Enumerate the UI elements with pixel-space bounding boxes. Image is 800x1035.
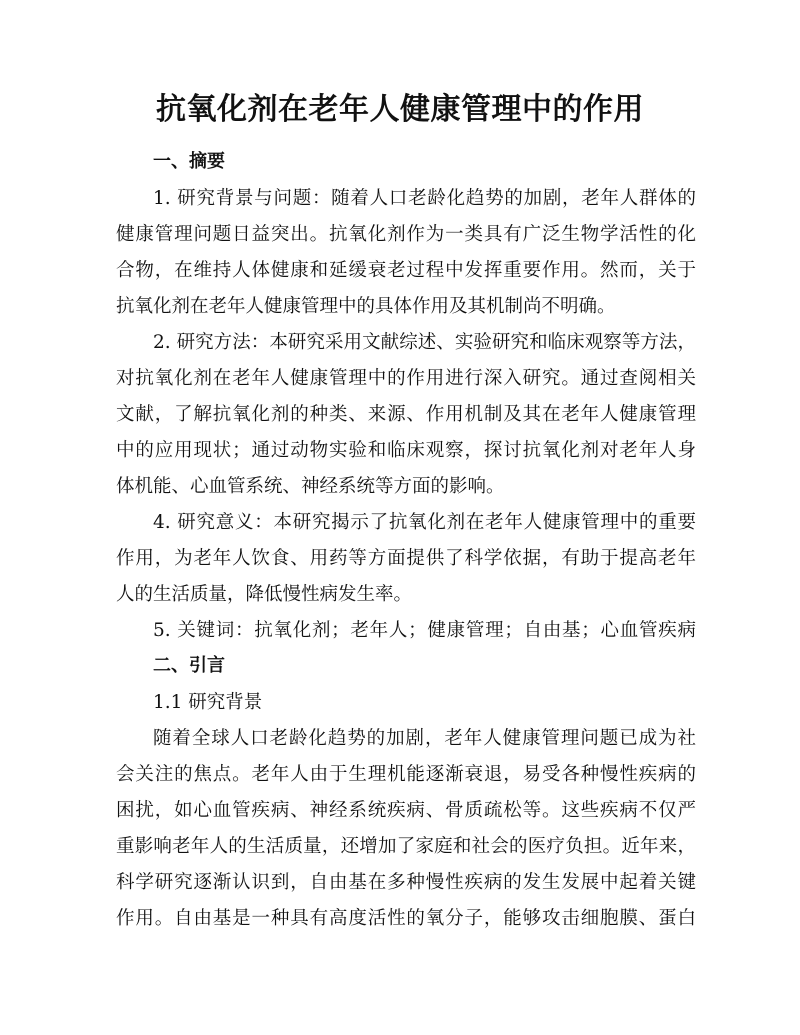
section-heading-abstract: 一、摘要 (153, 151, 225, 172)
paragraph-line: 文献，了解抗氧化剂的种类、来源、作用机制及其在老年人健康管理 (116, 404, 696, 425)
keywords-line: 5. 关键词：抗氧化剂；老年人；健康管理；自由基；心血管疾病 (153, 620, 696, 641)
paragraph-line: 合物，在维持人体健康和延缓衰老过程中发挥重要作用。然而，关于 (116, 260, 696, 281)
subsection-heading-background: 1.1 研究背景 (153, 692, 263, 713)
paragraph-line: 4. 研究意义：本研究揭示了抗氧化剂在老年人健康管理中的重要 (153, 512, 696, 533)
paragraph-line: 困扰，如心血管疾病、神经系统疾病、骨质疏松等。这些疾病不仅严 (116, 800, 696, 821)
paragraph-line: 作用，为老年人饮食、用药等方面提供了科学依据，有助于提高老年 (116, 548, 696, 569)
paragraph-line: 健康管理问题日益突出。抗氧化剂作为一类具有广泛生物学活性的化 (116, 224, 696, 245)
document-title: 抗氧化剂在老年人健康管理中的作用 (156, 92, 644, 127)
paragraph-line: 重影响老年人的生活质量，还增加了家庭和社会的医疗负担。近年来， (116, 836, 696, 857)
paragraph-line: 抗氧化剂在老年人健康管理中的具体作用及其机制尚不明确。 (116, 296, 616, 317)
paragraph-line: 对抗氧化剂在老年人健康管理中的作用进行深入研究。通过查阅相关 (116, 368, 696, 389)
paragraph-line: 科学研究逐渐认识到，自由基在多种慢性疾病的发生发展中起着关键 (116, 872, 696, 893)
paragraph-line: 中的应用现状；通过动物实验和临床观察，探讨抗氧化剂对老年人身 (116, 440, 696, 461)
paragraph-line: 随着全球人口老龄化趋势的加剧，老年人健康管理问题已成为社 (153, 728, 696, 749)
section-heading-introduction: 二、引言 (153, 655, 225, 676)
paragraph-line: 人的生活质量，降低慢性病发生率。 (116, 584, 413, 605)
paragraph-line: 2. 研究方法：本研究采用文献综述、实验研究和临床观察等方法， (153, 332, 696, 353)
paragraph-line: 体机能、心血管系统、神经系统等方面的影响。 (116, 476, 505, 497)
paragraph-line: 作用。自由基是一种具有高度活性的氧分子，能够攻击细胞膜、蛋白 (116, 908, 696, 929)
paragraph-line: 会关注的焦点。老年人由于生理机能逐渐衰退，易受各种慢性疾病的 (116, 764, 696, 785)
paragraph-line: 1. 研究背景与问题：随着人口老龄化趋势的加剧，老年人群体的 (153, 188, 696, 209)
